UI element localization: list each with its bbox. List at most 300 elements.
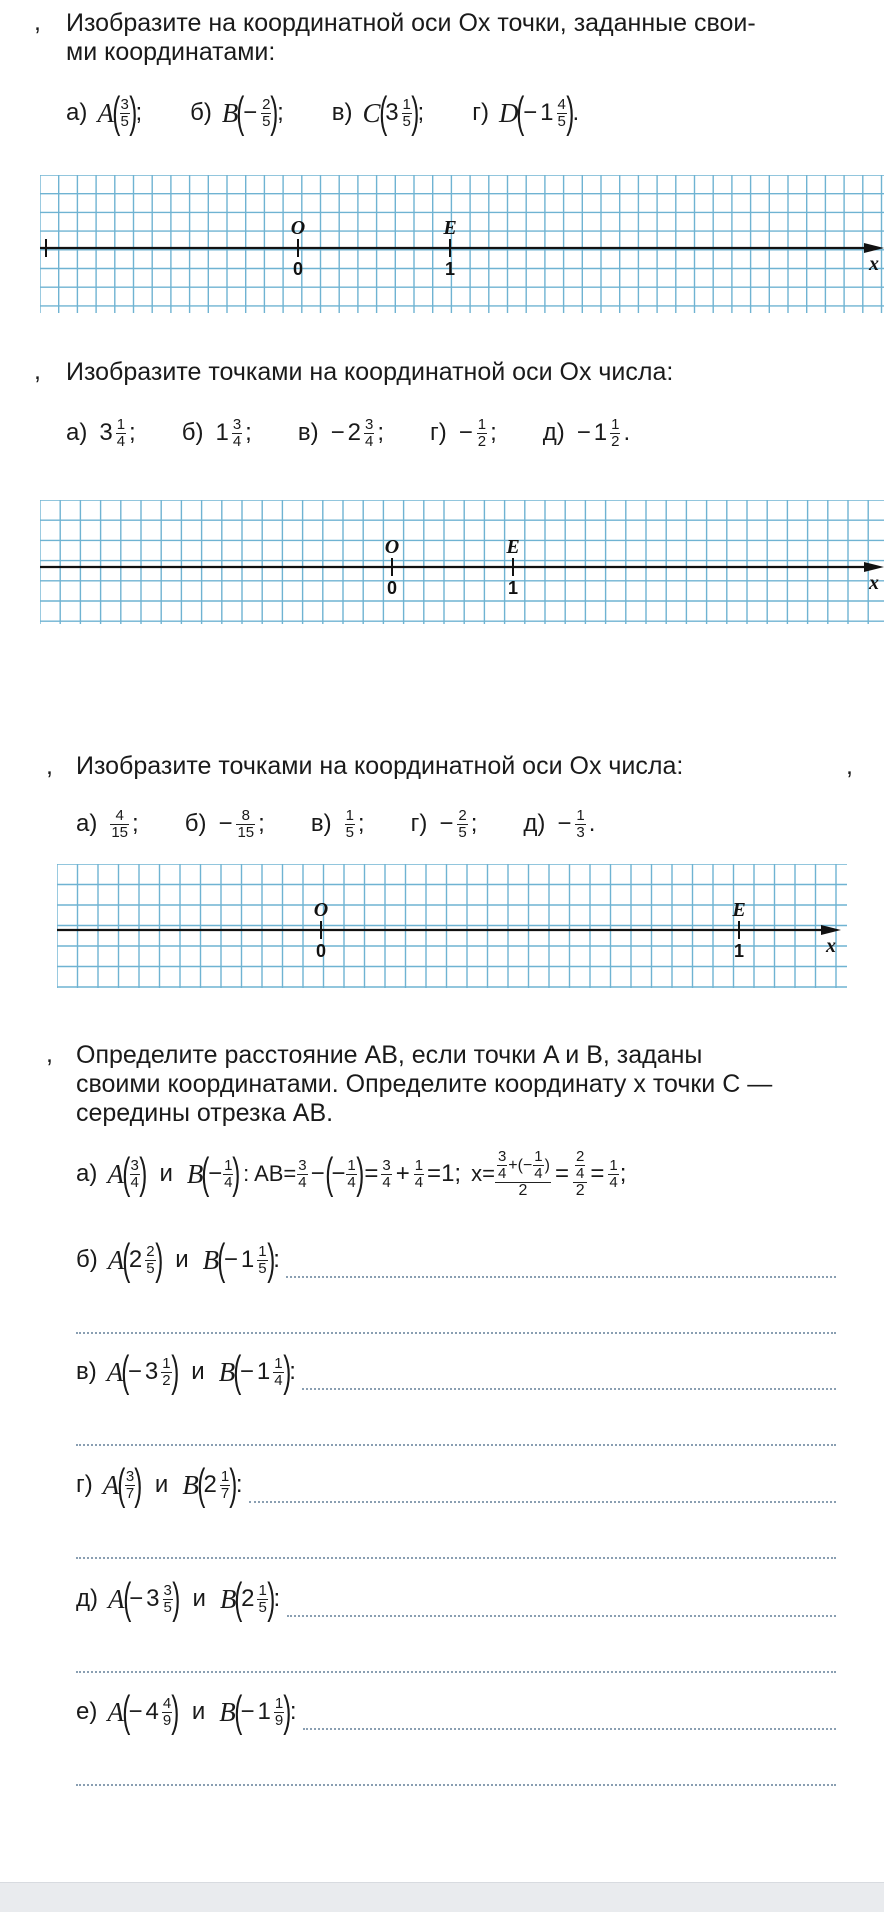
- whole-part: 2: [347, 419, 361, 446]
- paren: (: [121, 1347, 130, 1396]
- fraction: [257, 1583, 267, 1616]
- fraction-denominator: 5: [258, 1259, 267, 1277]
- fraction-denominator: 5: [557, 112, 566, 130]
- item-label: г): [472, 99, 489, 126]
- paren: ): [171, 1687, 180, 1736]
- item-label: а): [66, 99, 88, 126]
- origin-label: O: [313, 899, 329, 921]
- fraction-numerator: 1: [347, 1156, 356, 1174]
- ex4-line2: своими координатами. Определите координату x точки C —: [76, 1070, 773, 1098]
- number-item: [182, 417, 252, 450]
- fraction-denominator: 5: [120, 112, 129, 130]
- ab-text: : AB=: [243, 1161, 297, 1186]
- fraction-denominator: 4: [130, 1173, 139, 1191]
- point-name: B: [182, 1469, 199, 1500]
- half-numerator: [574, 1149, 586, 1182]
- whole-part: 2: [128, 1246, 143, 1273]
- number-item: [66, 417, 136, 450]
- paren: ): [170, 1347, 179, 1396]
- origin-label: O: [384, 536, 400, 558]
- fraction-numerator: 1: [274, 1694, 284, 1712]
- fraction-numerator: 3: [125, 1467, 135, 1485]
- paren: (: [122, 1687, 131, 1736]
- point-name: B: [219, 1583, 237, 1614]
- whole-part: 3: [385, 99, 399, 126]
- fraction-numerator: 1: [162, 1354, 171, 1372]
- fraction-denominator: 5: [163, 1598, 172, 1616]
- ex2-items: [66, 405, 630, 461]
- answer-line[interactable]: [302, 1388, 836, 1390]
- fraction-denominator: 15: [237, 823, 255, 841]
- item-label: б): [181, 419, 204, 446]
- item-label: б): [76, 1246, 98, 1273]
- point-name: A: [107, 1696, 124, 1727]
- fraction: [236, 808, 255, 841]
- fraction-numerator: 1: [609, 1156, 618, 1174]
- one-label: 1: [444, 259, 456, 279]
- paren: ): [154, 1235, 163, 1284]
- paren: ): [355, 1149, 365, 1198]
- fraction: [414, 1158, 424, 1191]
- fraction-numerator: 1: [220, 1467, 230, 1485]
- fraction-denominator: 5: [458, 823, 467, 841]
- plus: +: [395, 1160, 410, 1187]
- fraction-numerator: 2: [262, 95, 271, 113]
- number-item: [185, 808, 265, 841]
- fraction-denominator: 7: [220, 1484, 230, 1502]
- colon: :: [273, 1246, 280, 1273]
- paren: (: [233, 1347, 242, 1396]
- ex3-items: [76, 796, 595, 852]
- point-name: A: [97, 97, 114, 128]
- fraction: [273, 1356, 283, 1389]
- fraction-denominator: 9: [162, 1711, 172, 1729]
- paren: (: [201, 1149, 210, 1198]
- number-item: [523, 808, 595, 841]
- fraction-denominator: 4: [609, 1173, 618, 1191]
- fraction-numerator: 1: [224, 1156, 233, 1174]
- midpoint-denominator: 2: [495, 1182, 551, 1199]
- conj: и: [159, 1160, 173, 1187]
- ex1-line2: ми координатами:: [66, 38, 276, 66]
- ex3-grid: [57, 864, 847, 988]
- whole-part: 2: [203, 1471, 217, 1498]
- minus-sign: −: [576, 419, 591, 446]
- minus-sign: −: [330, 419, 345, 446]
- fraction-denominator: 2: [611, 432, 620, 450]
- minus-sign: −: [458, 419, 473, 446]
- point-name: B: [219, 1696, 236, 1727]
- unit-label: E: [506, 536, 520, 558]
- fraction-denominator: 4: [364, 432, 374, 450]
- punct: ;: [490, 419, 497, 446]
- axis-name: x: [826, 935, 836, 957]
- punct: ;: [417, 99, 425, 126]
- fraction-numerator: 1: [414, 1156, 424, 1174]
- fraction: [120, 97, 130, 130]
- fraction-numerator: 3: [382, 1156, 391, 1174]
- fraction-denominator: 9: [274, 1711, 284, 1729]
- fraction-numerator: 3: [163, 1581, 172, 1599]
- fraction: [477, 417, 487, 450]
- ex4-row: [76, 1457, 243, 1513]
- punct: .: [623, 419, 631, 446]
- punct: ;: [129, 419, 136, 446]
- item-label: д): [542, 419, 565, 446]
- paren: (: [516, 88, 525, 137]
- fraction-denominator: 7: [125, 1484, 135, 1502]
- minus-sign: −: [243, 99, 258, 126]
- minus-sign: −: [129, 1585, 144, 1612]
- item-label: в): [76, 1358, 97, 1385]
- paren: (: [236, 88, 245, 137]
- ex4-line3: середины отрезка AB.: [76, 1099, 334, 1127]
- fraction: [381, 1158, 391, 1191]
- item-label: в): [310, 810, 332, 837]
- paren: ): [270, 88, 279, 137]
- paren: ): [544, 1156, 550, 1174]
- item-label: в): [331, 99, 353, 126]
- fraction: [297, 1158, 307, 1191]
- ex1-item: [66, 88, 143, 137]
- bullet: ,: [34, 357, 41, 385]
- x-text: x=: [471, 1161, 495, 1186]
- paren: ): [229, 1460, 238, 1509]
- fraction-denominator: 4: [347, 1173, 356, 1191]
- fraction: [116, 417, 126, 450]
- fraction: [364, 417, 374, 450]
- minus-sign: −: [208, 1160, 223, 1187]
- punct: ;: [245, 419, 252, 446]
- minus-sign: −: [127, 1358, 142, 1385]
- zero-label: 0: [292, 259, 304, 279]
- ex1-item: [331, 88, 425, 137]
- paren: (: [324, 1149, 334, 1198]
- whole-part: 1: [256, 1358, 271, 1385]
- point-name: A: [107, 1244, 125, 1275]
- colon: :: [289, 1698, 297, 1725]
- colon: :: [235, 1471, 243, 1498]
- paren: (: [122, 1149, 131, 1198]
- fraction: [497, 1149, 507, 1182]
- eq-one: =1;: [427, 1160, 462, 1187]
- fraction-numerator: 1: [116, 415, 126, 433]
- fraction-numerator: 1: [258, 1581, 267, 1599]
- fraction-denominator: 2: [477, 432, 487, 450]
- item-label: е): [76, 1698, 98, 1725]
- axis-arrow: [821, 925, 841, 935]
- ex4-row: [76, 1684, 296, 1740]
- fraction-numerator: 4: [162, 1694, 172, 1712]
- footer-bar: [0, 1882, 884, 1912]
- whole-part: 3: [144, 1358, 159, 1385]
- fraction-numerator: 1: [576, 806, 585, 824]
- paren: ): [139, 1149, 148, 1198]
- punct: ;: [135, 99, 143, 126]
- fraction-numerator: 3: [298, 1156, 307, 1174]
- number-item: [76, 808, 139, 841]
- fraction: [575, 808, 585, 841]
- paren: (: [378, 88, 387, 137]
- item-label: б): [190, 99, 212, 126]
- point-name: C: [362, 97, 381, 128]
- fraction-denominator: 4: [382, 1173, 391, 1191]
- point-name: A: [107, 1158, 124, 1189]
- point-name: A: [108, 1583, 125, 1614]
- equals: =: [554, 1160, 569, 1187]
- fraction: [610, 417, 620, 450]
- paren: (: [117, 1460, 126, 1509]
- colon: :: [273, 1585, 281, 1612]
- bullet: ,: [34, 8, 41, 36]
- ex4-example: [76, 1132, 626, 1216]
- punct: ;: [277, 99, 284, 126]
- fraction-denominator: 4: [414, 1173, 424, 1191]
- ex1-items: [66, 85, 579, 141]
- fraction-denominator: 15: [111, 823, 129, 841]
- ex2-grid: [40, 500, 884, 624]
- punct: ;: [377, 419, 384, 446]
- fraction: [557, 97, 567, 130]
- whole-part: 1: [257, 1698, 271, 1725]
- fraction: [130, 1158, 140, 1191]
- fraction-denominator: 4: [534, 1165, 543, 1182]
- punct: ;: [357, 810, 365, 837]
- punct: .: [572, 99, 580, 126]
- answer-line[interactable]: [76, 1557, 836, 1559]
- conj: и: [191, 1698, 206, 1725]
- fraction: [533, 1149, 543, 1182]
- axis-name: x: [869, 572, 879, 594]
- paren: ): [282, 1347, 291, 1396]
- minus-sign: −: [331, 1160, 346, 1187]
- fraction-denominator: 3: [576, 823, 585, 841]
- number-item: [298, 417, 384, 450]
- item-label: а): [76, 810, 98, 837]
- fraction-numerator: 3: [130, 1156, 139, 1174]
- item-label: а): [66, 419, 88, 446]
- fraction: [575, 1149, 585, 1182]
- fraction-numerator: 2: [146, 1242, 155, 1260]
- point-name: B: [218, 1356, 236, 1387]
- answer-line[interactable]: [76, 1332, 836, 1334]
- ex1-line1: Изобразите на координатной оси Ox точки, заданные свои-: [66, 9, 756, 37]
- one-label: 1: [733, 941, 745, 961]
- fraction-denominator: 5: [262, 112, 271, 130]
- whole-part: 1: [593, 419, 608, 446]
- fraction: [457, 808, 467, 841]
- paren: ): [411, 88, 420, 137]
- zero-label: 0: [315, 941, 327, 961]
- fraction: [161, 1356, 171, 1389]
- minus-sign: −: [128, 1698, 143, 1725]
- punct: ;: [470, 810, 478, 837]
- fraction-denominator: 4: [224, 1173, 233, 1191]
- fraction: [257, 1244, 267, 1277]
- point-name: A: [106, 1356, 124, 1387]
- paren: ): [283, 1687, 292, 1736]
- fraction: [346, 1158, 356, 1191]
- point-name: A: [102, 1469, 120, 1500]
- point-name: B: [202, 1244, 220, 1275]
- fraction: [232, 417, 242, 450]
- bullet: ,: [46, 752, 53, 780]
- paren: ): [266, 1235, 275, 1284]
- paren: (: [197, 1460, 206, 1509]
- ex1-item: [190, 88, 284, 137]
- paren: (: [234, 1574, 243, 1623]
- fraction-denominator: 5: [146, 1259, 155, 1277]
- axis-name: x: [869, 253, 879, 275]
- fraction-denominator: 4: [575, 1165, 585, 1182]
- fraction: [145, 1244, 155, 1277]
- fraction-numerator: 4: [557, 95, 566, 113]
- answer-line[interactable]: [287, 1615, 836, 1617]
- paren: ): [134, 1460, 143, 1509]
- paren: ): [267, 1574, 276, 1623]
- fraction-numerator: 3: [120, 95, 129, 113]
- paren: (: [122, 1235, 131, 1284]
- ex4-line1: Определите расстояние AB, если точки A и B, заданы: [76, 1041, 703, 1069]
- fraction-numerator: 1: [345, 806, 354, 824]
- fraction-denominator: 4: [497, 1165, 507, 1182]
- paren: (: [112, 88, 121, 137]
- fraction-numerator: 1: [534, 1148, 543, 1165]
- whole-part: 4: [145, 1698, 159, 1725]
- answer-line[interactable]: [303, 1728, 836, 1730]
- conj: и: [154, 1471, 169, 1498]
- number-item: [430, 417, 497, 450]
- minus-sign: −: [439, 810, 454, 837]
- number-item: [311, 808, 365, 841]
- one-label: 1: [507, 578, 519, 598]
- ex4-row: [76, 1344, 296, 1400]
- paren: ): [232, 1149, 241, 1198]
- fraction-numerator: 1: [274, 1354, 283, 1372]
- whole-part: 3: [146, 1585, 160, 1612]
- punct: .: [588, 810, 596, 837]
- answer-line[interactable]: [76, 1444, 836, 1446]
- paren: (: [217, 1235, 226, 1284]
- fraction-denominator: 4: [274, 1371, 283, 1389]
- minus-sign: −: [218, 810, 233, 837]
- minus-sign: −: [240, 1698, 255, 1725]
- fraction-denominator: 4: [116, 432, 126, 450]
- zero-label: 0: [386, 578, 398, 598]
- paren: ): [566, 88, 575, 137]
- plus-paren: +(−: [508, 1156, 533, 1174]
- number-item: [543, 417, 630, 450]
- fraction-numerator: 2: [575, 1148, 585, 1165]
- point-name: B: [186, 1158, 204, 1189]
- paren: ): [172, 1574, 181, 1623]
- fraction-numerator: 1: [611, 415, 620, 433]
- number-item: [411, 808, 478, 841]
- punct: ;: [619, 1160, 627, 1187]
- minus-sign: −: [557, 810, 572, 837]
- paren: (: [122, 1574, 131, 1623]
- minus-sign: −: [223, 1246, 238, 1273]
- answer-line[interactable]: [76, 1671, 836, 1673]
- fraction-numerator: 4: [115, 806, 124, 824]
- fraction-numerator: 3: [364, 415, 374, 433]
- half-denominator: 2: [573, 1182, 587, 1199]
- whole-part: 3: [99, 419, 113, 446]
- fraction-denominator: 4: [232, 432, 242, 450]
- fraction-denominator: 5: [345, 823, 354, 841]
- point-name: D: [498, 97, 519, 128]
- fraction-numerator: 1: [402, 95, 411, 113]
- item-label: д): [523, 810, 546, 837]
- answer-line[interactable]: [286, 1276, 836, 1278]
- fraction: [110, 808, 129, 841]
- paren: ): [129, 88, 138, 137]
- paren: (: [234, 1687, 243, 1736]
- unit-label: E: [732, 899, 746, 921]
- bullet: ,: [46, 1040, 53, 1068]
- item-label: г): [76, 1471, 93, 1498]
- fraction: [608, 1158, 618, 1191]
- item-label: д): [76, 1585, 98, 1612]
- fraction-numerator: 1: [477, 415, 487, 433]
- ex3-line1: Изобразите точками на координатной оси Ox числа:: [76, 752, 684, 780]
- item-label: г): [410, 810, 428, 837]
- item-label: г): [429, 419, 447, 446]
- fraction-denominator: 2: [162, 1371, 171, 1389]
- half-fraction: [574, 1149, 586, 1199]
- fraction-denominator: 5: [258, 1598, 267, 1616]
- colon: :: [289, 1358, 296, 1385]
- midpoint-fraction: [496, 1149, 550, 1199]
- ex4-row: [76, 1232, 280, 1288]
- axis-arrow: [864, 562, 884, 572]
- whole-part: 1: [240, 1246, 255, 1273]
- minus-sign: −: [523, 99, 538, 126]
- ex1-item: [472, 88, 580, 137]
- unit-label: E: [443, 217, 457, 239]
- ex4-row: [76, 1571, 280, 1627]
- fraction: [345, 808, 355, 841]
- item-label: в): [297, 419, 319, 446]
- minus-sign: −: [310, 1160, 325, 1187]
- whole-part: 1: [215, 419, 229, 446]
- answer-line[interactable]: [249, 1501, 836, 1503]
- fraction-numerator: 1: [258, 1242, 267, 1260]
- item-label: а): [76, 1160, 98, 1187]
- whole-part: 2: [241, 1585, 255, 1612]
- equals: =: [364, 1160, 379, 1187]
- conj: и: [192, 1585, 206, 1612]
- bullet-right: ,: [846, 752, 853, 780]
- fraction-denominator: 4: [298, 1173, 307, 1191]
- punct: ;: [132, 810, 139, 837]
- fraction-numerator: 3: [232, 415, 242, 433]
- fraction-numerator: 8: [241, 806, 250, 824]
- fraction-numerator: 3: [497, 1148, 507, 1165]
- ex2-line1: Изобразите точками на координатной оси Ox числа:: [66, 358, 674, 386]
- conj: и: [191, 1358, 205, 1385]
- ex1-grid: [40, 175, 884, 313]
- equals: =: [590, 1160, 605, 1187]
- fraction-denominator: 5: [402, 112, 411, 130]
- origin-label: O: [290, 217, 306, 239]
- item-label: б): [184, 810, 207, 837]
- answer-line[interactable]: [76, 1784, 836, 1786]
- punct: ;: [258, 810, 265, 837]
- point-name: B: [221, 97, 239, 128]
- conj: и: [175, 1246, 189, 1273]
- whole-part: 1: [540, 99, 554, 126]
